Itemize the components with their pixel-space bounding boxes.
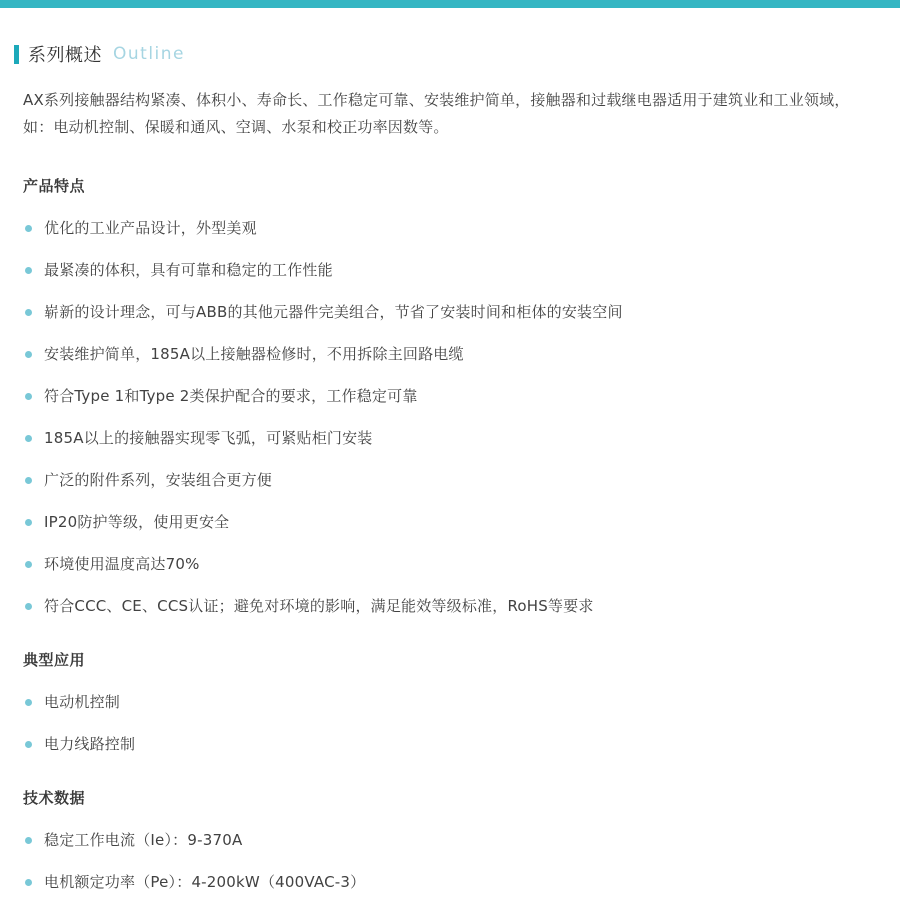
bullet-dot-icon bbox=[25, 393, 32, 400]
page-top-accent-bar bbox=[0, 0, 900, 8]
bullet-dot-icon bbox=[25, 435, 32, 442]
feature-item bbox=[23, 346, 875, 363]
bullet-dot-icon bbox=[25, 309, 32, 316]
page-title-zh: 系列概述 bbox=[28, 45, 102, 66]
list-item-text: 符合CCC、CE、CCS认证；避免对环境的影响，满足能效等级标准，RoHS等要求 bbox=[44, 597, 594, 615]
bullet-dot-icon bbox=[25, 351, 32, 358]
feature-item bbox=[23, 262, 875, 279]
page-title-en: Outline bbox=[113, 44, 186, 64]
list-item-text: 安装维护简单，185A以上接触器检修时，不用拆除主回路电缆 bbox=[44, 345, 464, 363]
section-title-applications: 典型应用 bbox=[23, 651, 86, 669]
list-item-text: 广泛的附件系列，安装组合更方便 bbox=[44, 471, 273, 489]
section-title-techdata: 技术数据 bbox=[23, 789, 86, 807]
list-item-text: 电机额定功率（Pe）：4-200kW（400VAC-3） bbox=[44, 873, 366, 891]
feature-item bbox=[23, 304, 875, 321]
applications-list bbox=[23, 694, 875, 753]
features-list bbox=[23, 220, 875, 615]
list-item-text: 稳定工作电流（Ie）：9-370A bbox=[44, 831, 243, 849]
bullet-dot-icon bbox=[25, 879, 32, 886]
list-item-text: IP20防护等级，使用更安全 bbox=[44, 513, 230, 531]
feature-item bbox=[23, 598, 875, 615]
bullet-dot-icon bbox=[25, 225, 32, 232]
page-title bbox=[14, 41, 875, 67]
application-item bbox=[23, 736, 875, 753]
bullet-dot-icon bbox=[25, 699, 32, 706]
bullet-dot-icon bbox=[25, 741, 32, 748]
list-item-text: 电力线路控制 bbox=[44, 735, 136, 753]
techdata-item bbox=[23, 874, 875, 891]
feature-item bbox=[23, 514, 875, 531]
content-area bbox=[0, 41, 900, 891]
application-item bbox=[23, 694, 875, 711]
list-item-text: 符合Type 1和Type 2类保护配合的要求，工作稳定可靠 bbox=[44, 387, 418, 405]
list-item-text: 优化的工业产品设计，外型美观 bbox=[44, 219, 257, 237]
list-item-text: 185A以上的接触器实现零飞弧，可紧贴柜门安装 bbox=[44, 429, 373, 447]
list-item-text: 最紧凑的体积，具有可靠和稳定的工作性能 bbox=[44, 261, 333, 279]
feature-item bbox=[23, 556, 875, 573]
techdata-list bbox=[23, 832, 875, 891]
list-item-text: 电动机控制 bbox=[44, 693, 121, 711]
list-item-text: 环境使用温度高达70% bbox=[44, 555, 200, 573]
title-accent-icon bbox=[14, 45, 19, 64]
bullet-dot-icon bbox=[25, 519, 32, 526]
section-title-features: 产品特点 bbox=[23, 177, 86, 195]
feature-item bbox=[23, 472, 875, 489]
feature-item bbox=[23, 388, 875, 405]
bullet-dot-icon bbox=[25, 837, 32, 844]
list-item-text: 崭新的设计理念，可与ABB的其他元器件完美组合，节省了安装时间和柜体的安装空间 bbox=[44, 303, 623, 321]
bullet-dot-icon bbox=[25, 561, 32, 568]
bullet-dot-icon bbox=[25, 477, 32, 484]
feature-item bbox=[23, 220, 875, 237]
bullet-dot-icon bbox=[25, 267, 32, 274]
bullet-dot-icon bbox=[25, 603, 32, 610]
intro-paragraph: AX系列接触器结构紧凑、体积小、寿命长、工作稳定可靠、安装维护简单，接触器和过载继电器适用于建筑业和工业领域，如：电动机控制、保暖和通风、空调、水泵和校正功率因数等。 bbox=[23, 91, 850, 136]
feature-item bbox=[23, 430, 875, 447]
techdata-item bbox=[23, 832, 875, 849]
